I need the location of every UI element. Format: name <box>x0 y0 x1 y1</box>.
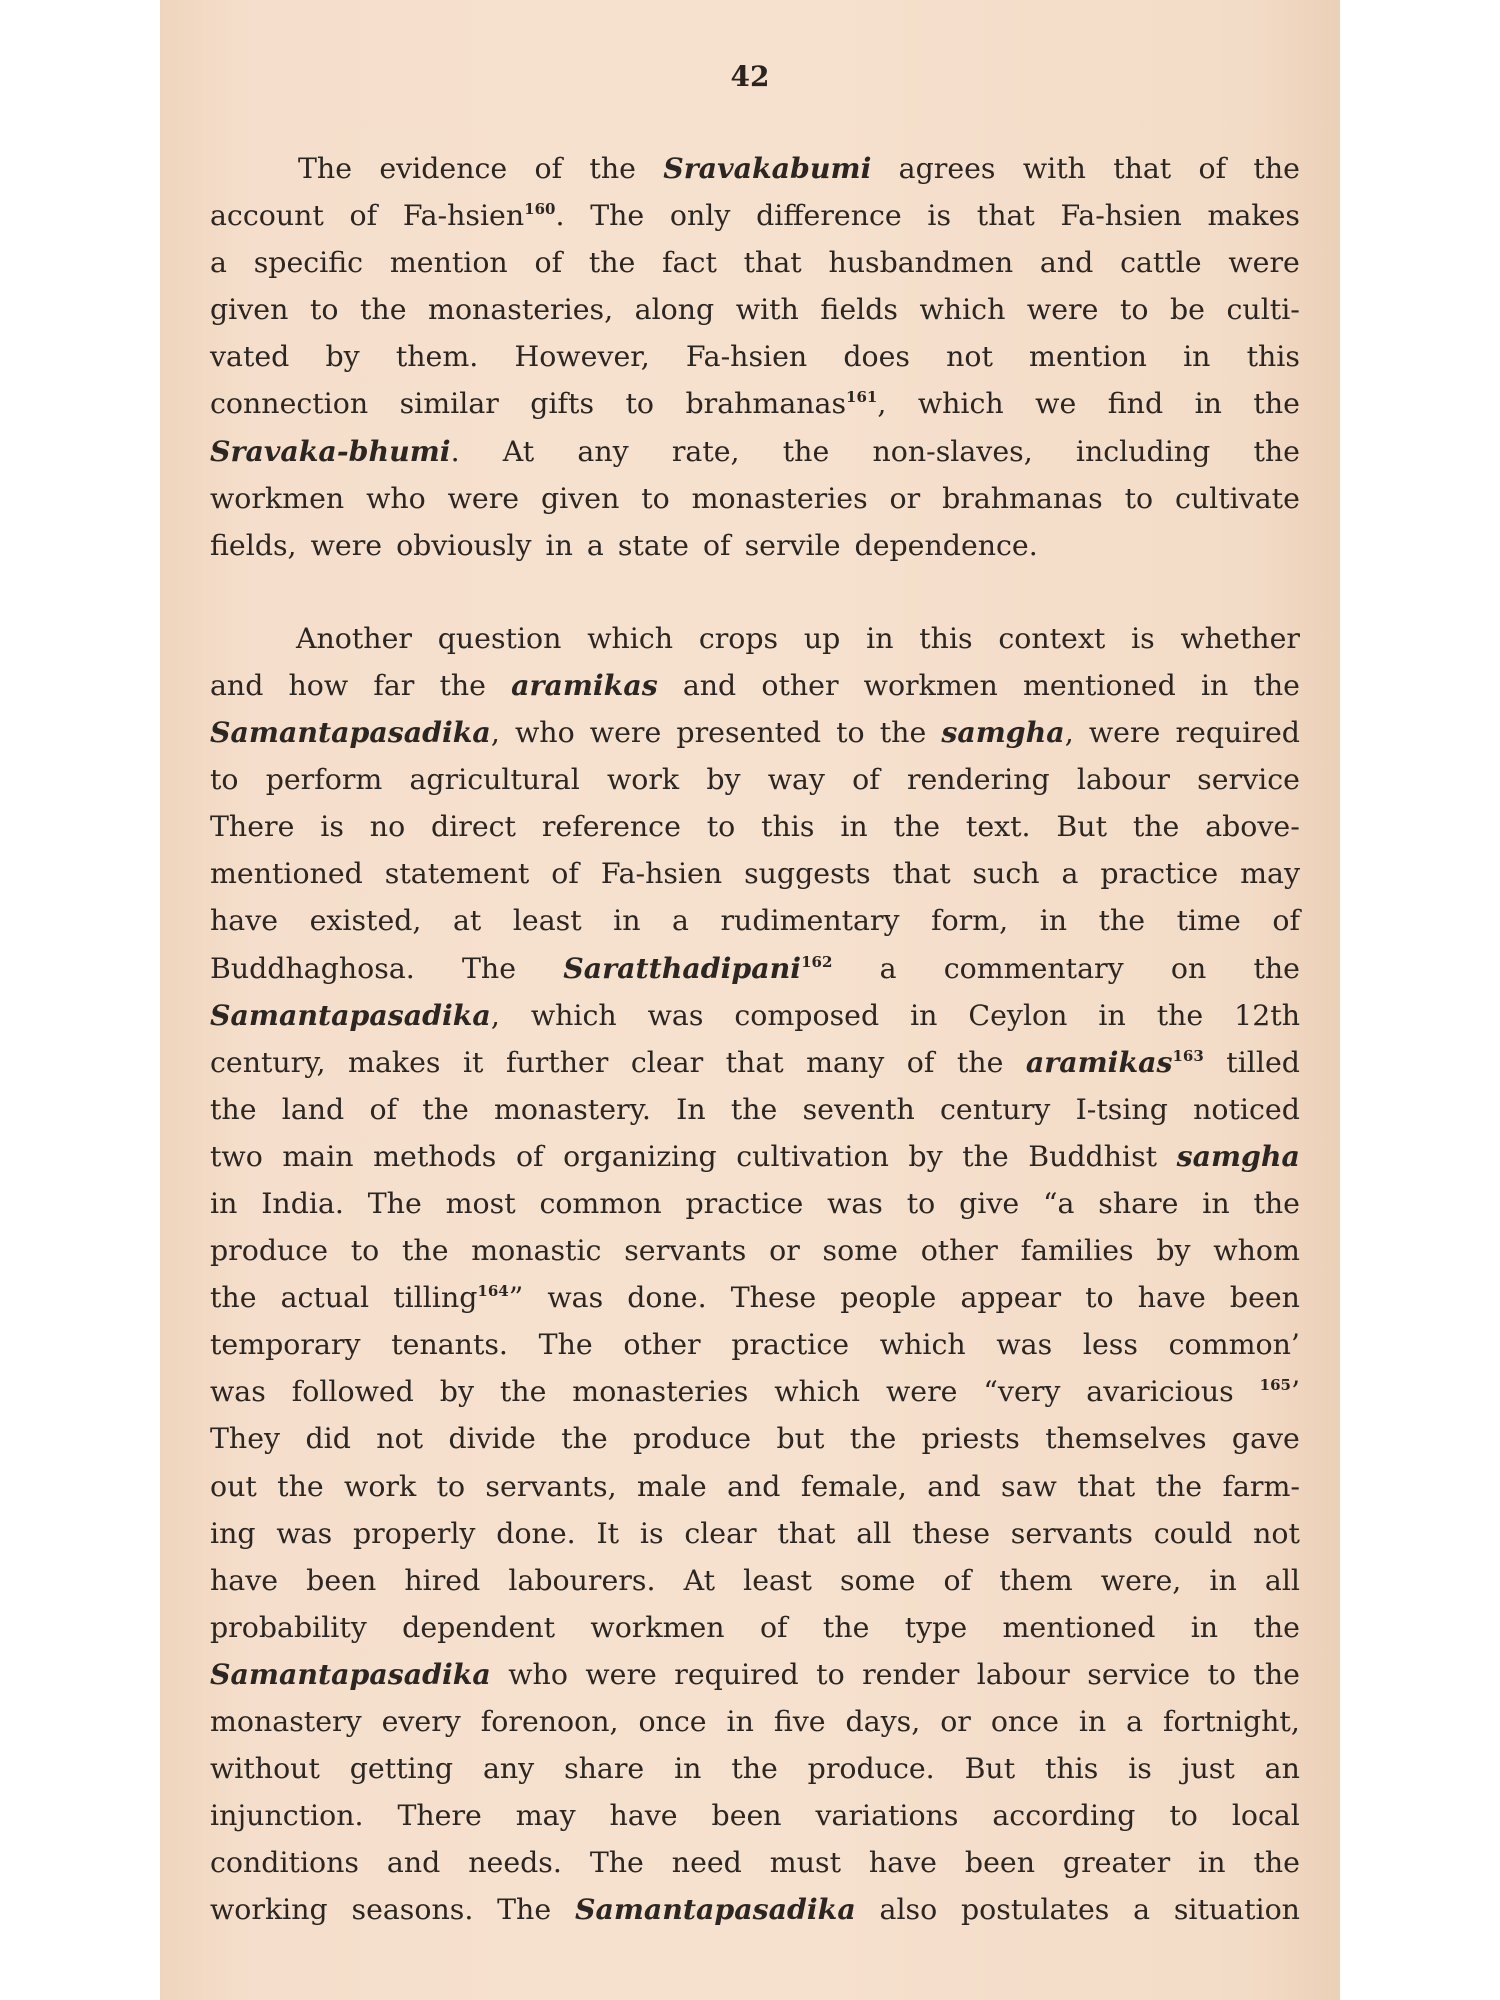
text-line: fields, were obviously in a state of servile dependence. <box>210 528 1038 562</box>
text-line: Sravaka-bhumi. At any rate, the non-slaves, including the <box>210 433 1300 468</box>
text-line: mentioned statement of Fa-hsien suggests that such a practice may <box>210 857 1300 891</box>
text-line: monastery every forenoon, once in five days, or once in a fortnight, <box>210 1705 1300 1738</box>
text-line: probability dependent workmen of the type mentioned in the <box>210 1610 1300 1644</box>
text-line: given to the monasteries, along with fields which were to be culti- <box>210 293 1300 327</box>
text-line: the land of the monastery. In the seventh century I-tsing noticed <box>210 1092 1300 1126</box>
text-line: out the work to servants, male and female, and saw that the farm- <box>210 1469 1300 1503</box>
text-line: They did not divide the produce but the priests themselves gave <box>210 1422 1300 1456</box>
text-line: two main methods of organizing cultivation by the Buddhist samgha <box>210 1138 1300 1173</box>
body-text <box>210 145 1300 1933</box>
text-line: in India. The most common practice was to give “a share in the <box>210 1186 1300 1220</box>
text-line: ing was properly done. It is clear that all these servants could not <box>210 1516 1300 1550</box>
text-line: produce to the monastic servants or some other families by whom <box>210 1234 1300 1268</box>
text-line: Samantapasadika who were required to render labour service to the <box>210 1656 1300 1691</box>
paragraph-1 <box>210 145 1300 569</box>
text-line: Samantapasadika, which was composed in Ceylon in the 12th <box>210 997 1300 1032</box>
text-line: a specific mention of the fact that husbandmen and cattle were <box>210 246 1300 280</box>
text-line: to perform agricultural work by way of rendering labour service <box>210 763 1300 797</box>
text-line: have been hired labourers. At least some of them were, in all <box>210 1563 1300 1597</box>
text-line: without getting any share in the produce. But this is just an <box>210 1752 1300 1786</box>
text-line: The evidence of the Sravakabumi agrees with that of the <box>298 151 1300 185</box>
text-line: and how far the aramikas and other workmen mentioned in the <box>210 667 1300 702</box>
text-line: workmen who were given to monasteries or brahmanas to cultivate <box>210 481 1300 515</box>
text-line: Buddhaghosa. The Saratthadipani$^{162}$ a commentary on the <box>210 950 1300 985</box>
text-line: vated by them. However, Fa-hsien does not mention in this <box>210 340 1300 374</box>
text-line: have existed, at least in a rudimentary form, in the time of <box>210 904 1300 938</box>
paragraph-2 <box>210 615 1300 1934</box>
text-line: temporary tenants. The other practice which was less common’ <box>210 1328 1300 1362</box>
text-line: injunction. There may have been variations according to local <box>210 1799 1300 1833</box>
text-line: There is no direct reference to this in the text. But the above- <box>210 810 1300 844</box>
text-line: Another question which crops up in this context is whether <box>296 621 1300 655</box>
text-line: connection similar gifts to brahmanas$^{161}$, which we find in the <box>210 387 1300 421</box>
text-line: was followed by the monasteries which were “very avaricious $^{165}$’ <box>210 1375 1300 1409</box>
text-line: working seasons. The Samantapasadika also postulates a situation <box>210 1892 1300 1927</box>
text-line: century, makes it further clear that many of the aramikas$^{163}$ tilled <box>210 1044 1300 1079</box>
text-line: conditions and needs. The need must have been greater in the <box>210 1846 1300 1880</box>
book-page <box>160 0 1340 2000</box>
text-line: the actual tilling$^{164}$” was done. These people appear to have been <box>210 1281 1300 1315</box>
text-line: account of Fa-hsien$^{160}$. The only difference is that Fa-hsien makes <box>210 199 1300 233</box>
page-number: 42 <box>730 60 770 93</box>
text-line: Samantapasadika, who were presented to the samgha, were required <box>210 715 1300 750</box>
